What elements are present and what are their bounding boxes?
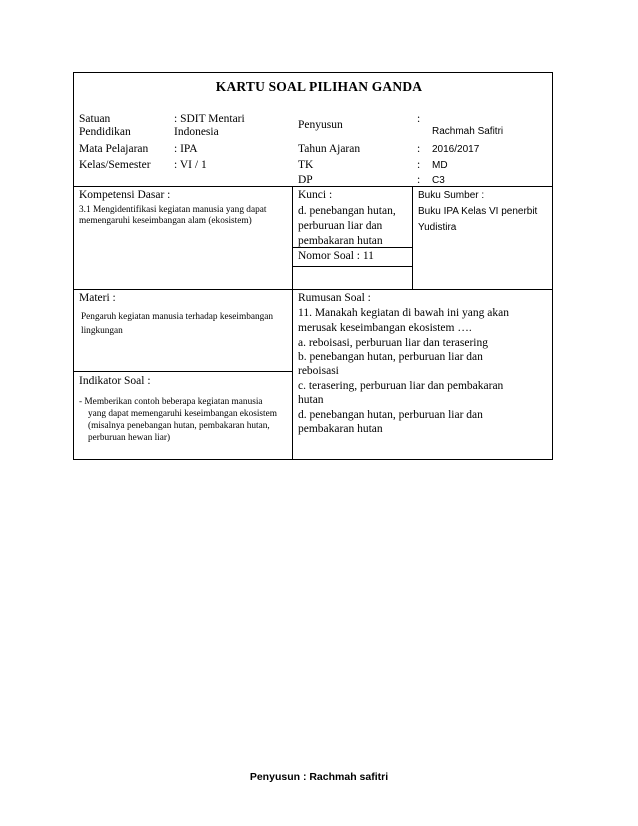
divider-col2	[412, 186, 413, 289]
rumusan-line: 11. Manakah kegiatan di bawah ini yang akan	[298, 307, 509, 319]
indikator-label: Indikator Soal :	[79, 375, 151, 387]
tahun-colon: :	[417, 143, 421, 155]
rumusan-line: merusak keseimbangan ekosistem ….	[298, 322, 472, 334]
buku-sumber-line-2: Yudistira	[418, 222, 457, 233]
rumusan-line: c. terasering, perburuan liar dan pembakaran	[298, 380, 504, 392]
materi-line-1: Pengaruh kegiatan manusia terhadap keseimbangan	[81, 312, 274, 322]
indikator-line-4: perburuan hewan liar)	[88, 433, 171, 443]
dp-colon: :	[417, 174, 421, 186]
nomor-soal: Nomor Soal : 11	[298, 250, 374, 262]
rumusan-line: hutan	[298, 394, 324, 406]
divider-nomor-bottom	[292, 266, 412, 267]
indikator-line-3: (misalnya penebangan hutan, pembakaran hutan,	[88, 421, 270, 431]
indikator-line-2: yang dapat memengaruhi keseimbangan ekosistem	[88, 409, 277, 419]
kompetensi-line-2: memengaruhi keseimbangan alam (ekosistem)	[79, 216, 252, 226]
penyusun-value: Rachmah Safitri	[432, 126, 504, 137]
kunci-line-1: d. penebangan hutan,	[298, 205, 396, 217]
materi-line-2: lingkungan	[81, 326, 123, 336]
kompetensi-line-1: 3.1 Mengidentifikasi kegiatan manusia yang dapat	[79, 205, 267, 215]
penyusun-label: Penyusun	[298, 119, 343, 131]
kelas-value: : VI / 1	[174, 159, 207, 171]
card-title: KARTU SOAL PILIHAN GANDA	[215, 79, 423, 94]
kompetensi-label: Kompetensi Dasar :	[79, 189, 171, 201]
kelas-label: Kelas/Semester	[79, 159, 151, 171]
page-footer: Penyusun : Rachmah safitri	[249, 771, 389, 783]
kunci-line-2: perburuan liar dan	[298, 220, 383, 232]
satuan-label-1: Satuan	[79, 113, 111, 125]
divider-mid	[73, 289, 553, 290]
kunci-line-3: pembakaran hutan	[298, 235, 383, 247]
dp-value: C3	[432, 175, 445, 186]
satuan-value-2: Indonesia	[174, 126, 219, 138]
tahun-label: Tahun Ajaran	[298, 143, 361, 155]
kunci-label: Kunci :	[298, 189, 333, 201]
divider-col1	[292, 186, 293, 460]
materi-label: Materi :	[79, 292, 116, 304]
tk-label: TK	[298, 159, 314, 171]
rumusan-line: b. penebangan hutan, perburuan liar dan	[298, 351, 483, 363]
mapel-value: : IPA	[174, 143, 198, 155]
buku-sumber-line-1: Buku IPA Kelas VI penerbit	[418, 206, 538, 217]
divider-materi-indikator	[73, 371, 292, 372]
mapel-label: Mata Pelajaran	[79, 143, 149, 155]
rumusan-label: Rumusan Soal :	[298, 292, 371, 304]
buku-sumber-label: Buku Sumber :	[418, 190, 485, 201]
rumusan-line: reboisasi	[298, 365, 339, 377]
rumusan-line: a. reboisasi, perburuan liar dan terasering	[298, 337, 488, 349]
rumusan-line: pembakaran hutan	[298, 423, 383, 435]
rumusan-line: d. penebangan hutan, perburuan liar dan	[298, 409, 483, 421]
indikator-line-1: - Memberikan contoh beberapa kegiatan manusia	[79, 397, 263, 407]
dp-label: DP	[298, 174, 313, 186]
satuan-value-1: : SDIT Mentari	[174, 113, 245, 125]
penyusun-colon: :	[417, 113, 421, 125]
divider-header-bottom	[73, 186, 553, 187]
satuan-label-2: Pendidikan	[79, 126, 131, 138]
tk-value: MD	[432, 160, 448, 171]
tahun-value: 2016/2017	[432, 144, 480, 155]
tk-colon: :	[417, 159, 421, 171]
